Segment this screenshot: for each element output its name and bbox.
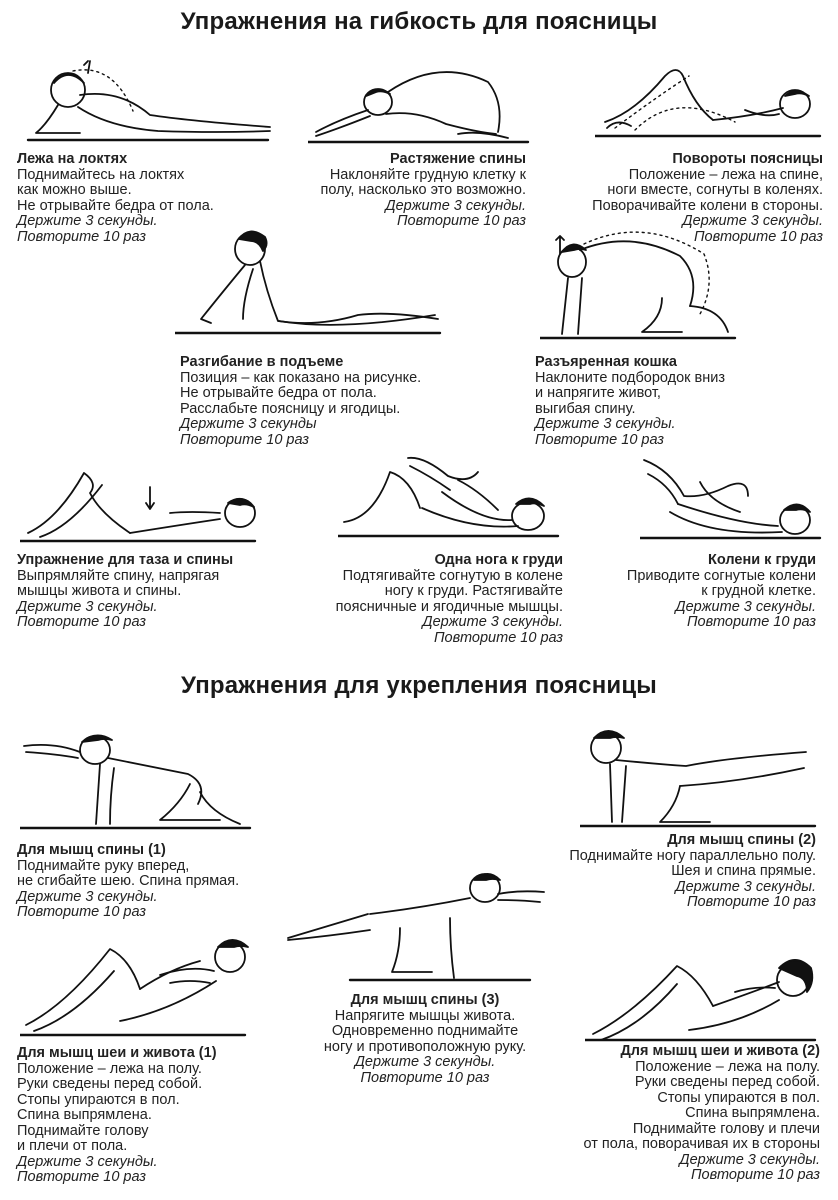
exercise-text: ноги вместе, согнуты в коленях. (607, 182, 823, 198)
exercise-text: Поднимайте ногу параллельно полу. (569, 847, 816, 864)
exercise-hold: Держите 3 секунды. (422, 614, 563, 630)
double-knee-to-chest-figure (640, 452, 822, 544)
exercise-text: Позиция – как показано на рисунке. (180, 369, 422, 386)
exercise-text: от пола, поворачивая их в стороны (583, 1136, 820, 1152)
exercise-title: Для мышц шеи и живота (2) (620, 1043, 820, 1059)
exercise-repeat: Повторите 10 раз (397, 213, 526, 229)
angry-cat-figure (540, 228, 740, 346)
exercise-title: Лежа на локтях (17, 151, 128, 167)
exercise-hold: Держите 3 секунды. (17, 213, 158, 229)
supine-knee-twist-figure (595, 62, 825, 150)
exercise-repeat: Повторите 10 раз (687, 614, 816, 630)
exercise-text: ногу и противоположную руку. (323, 1038, 527, 1055)
exercise-text: Руки сведены перед собой. (17, 1076, 203, 1092)
exercise-hold: Держите 3 секунды. (385, 197, 526, 214)
exercise-caption-back-muscles-2 (569, 833, 816, 911)
exercise-text: Наклоните подбородок вниз (535, 369, 726, 386)
strength-section-title: Упражнения для укрепления поясницы (180, 672, 657, 699)
exercise-text: как можно выше. (17, 182, 132, 198)
exercise-caption-back-muscles-1 (17, 843, 239, 921)
exercise-text: Положение – лежа на спине, (628, 166, 823, 183)
exercise-text: Наклоняйте грудную клетку к (329, 166, 526, 183)
child-pose-figure (308, 60, 533, 150)
exercise-caption-neck-abs-1 (17, 1046, 217, 1186)
exercise-caption-double-knee (627, 553, 816, 631)
exercise-text: не сгибайте шею. Спина прямая. (17, 873, 240, 889)
exercise-repeat: Повторите 10 раз (17, 1169, 146, 1185)
exercise-hold: Держите 3 секунды. (17, 598, 158, 615)
exercise-repeat: Повторите 10 раз (434, 629, 563, 646)
exercise-hold: Держите 3 секунды. (675, 878, 816, 895)
exercise-text: Поднимайте руку вперед, (17, 857, 190, 874)
exercise-repeat: Повторите 10 раз (691, 1167, 820, 1183)
exercise-repeat: Повторите 10 раз (180, 431, 309, 448)
exercise-hold: Держите 3 секунды (180, 416, 317, 432)
exercise-text: выгибая спину. (535, 400, 636, 417)
exercise-text: полу, насколько это возможно. (320, 182, 526, 198)
exercise-text: Стопы упираются в пол. (17, 1091, 180, 1108)
exercise-text: Поворачивайте колени в стороны. (592, 197, 823, 214)
exercise-repeat: Повторите 10 раз (360, 1069, 490, 1086)
bird-dog-figure (280, 868, 550, 988)
exercise-text: Шея и спина прямые. (671, 863, 816, 879)
exercise-title: Повороты поясницы (672, 151, 823, 167)
exercise-text: и плечи от пола. (17, 1138, 128, 1154)
exercise-repeat: Повторите 10 раз (535, 431, 664, 448)
exercise-hold: Держите 3 секунды. (675, 598, 816, 615)
exercise-title: Растяжение спины (390, 151, 526, 167)
exercise-caption-pelvic-tilt (17, 553, 233, 631)
cobra-figure (175, 225, 445, 345)
exercise-text: Не отрывайте бедра от пола. (17, 197, 214, 214)
exercise-caption-back-muscles-3 (290, 993, 560, 1086)
exercise-text: к грудной клетке. (701, 583, 816, 599)
prone-elbows-figure (18, 55, 280, 150)
exercise-hold: Держите 3 секунды. (354, 1054, 496, 1070)
exercise-hold: Держите 3 секунды. (679, 1151, 820, 1168)
exercise-text: ногу к груди. Растягивайте (384, 583, 563, 599)
flex-section-title: Упражнения на гибкость для поясницы (180, 8, 658, 35)
exercise-title: Одна нога к груди (434, 552, 563, 568)
exercise-text: поясничные и ягодичные мышцы. (335, 598, 563, 615)
exercise-text: Выпрямляйте спину, напрягая (17, 567, 220, 584)
exercise-caption-angry-cat (535, 355, 725, 448)
exercise-text: Одновременно поднимайте (331, 1023, 519, 1039)
exercise-text: и напрягите живот, (535, 385, 661, 401)
exercise-repeat: Повторите 10 раз (687, 894, 816, 910)
exercise-repeat: Повторите 10 раз (694, 228, 823, 245)
exercise-title: Колени к груди (708, 552, 816, 568)
exercise-text: Руки сведены перед собой. (634, 1074, 820, 1090)
exercise-caption-cobra (180, 355, 421, 448)
exercise-caption-neck-abs-2 (583, 1044, 820, 1184)
exercise-title: Для мышц спины (3) (350, 992, 500, 1008)
exercise-text: Расслабьте поясницу и ягодицы. (180, 400, 401, 417)
exercise-text: Поднимайте голову (17, 1122, 149, 1139)
exercise-text: Положение – лежа на полу. (17, 1060, 202, 1077)
exercise-caption-prone-elbows (17, 152, 214, 245)
exercise-hold: Держите 3 секунды. (17, 1153, 158, 1170)
oblique-crunch-figure (585, 950, 820, 1045)
exercise-text: Спина выпрямлена. (17, 1107, 152, 1123)
exercise-text: Поднимайте голову и плечи (632, 1120, 820, 1137)
exercise-caption-back-stretch (320, 152, 526, 230)
exercise-text: Подтягивайте согнутую в колене (342, 567, 563, 584)
quadruped-arm-raise-figure (20, 728, 255, 836)
exercise-repeat: Повторите 10 раз (17, 228, 146, 245)
exercise-repeat: Повторите 10 раз (17, 614, 146, 630)
exercise-hold: Держите 3 секунды. (682, 213, 823, 229)
exercise-title: Для мышц спины (1) (17, 842, 166, 858)
exercise-repeat: Повторите 10 раз (17, 904, 146, 920)
exercise-text: Спина выпрямлена. (685, 1105, 820, 1121)
pelvic-tilt-figure (20, 465, 260, 545)
exercise-text: Приводите согнутые колени (626, 567, 816, 584)
exercise-title: Для мышц спины (2) (667, 832, 816, 848)
exercise-title: Упражнение для таза и спины (17, 552, 234, 568)
exercise-title: Для мышц шеи и живота (1) (17, 1045, 217, 1061)
exercise-caption-lumbar-twist (592, 152, 823, 245)
exercise-title: Разъяренная кошка (535, 354, 677, 370)
exercise-text: мышцы живота и спины. (17, 583, 182, 599)
exercise-text: Положение – лежа на полу. (635, 1058, 820, 1075)
exercise-text: Стопы упираются в пол. (657, 1089, 820, 1106)
exercise-text: Не отрывайте бедра от пола. (180, 385, 377, 401)
exercise-caption-single-knee (336, 553, 563, 646)
quadruped-leg-raise-figure (580, 726, 820, 834)
exercise-title: Разгибание в подъеме (180, 354, 344, 370)
exercise-text: Поднимайтесь на локтях (17, 166, 185, 183)
exercise-text: Напрягите мышцы живота. (334, 1007, 516, 1024)
crunch-figure (20, 935, 250, 1040)
exercise-hold: Держите 3 секунды. (17, 888, 158, 905)
exercise-hold: Держите 3 секунды. (535, 416, 676, 432)
single-knee-to-chest-figure (338, 452, 560, 544)
